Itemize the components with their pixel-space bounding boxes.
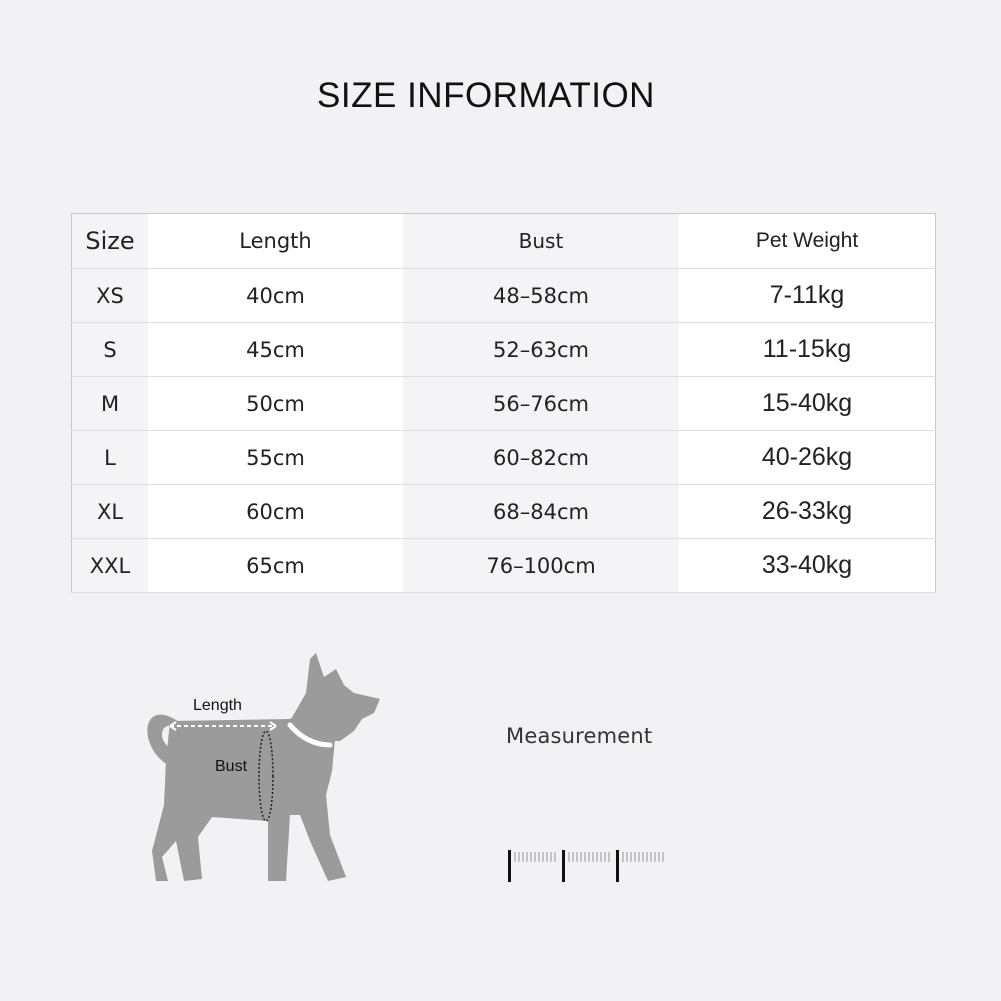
cell-bust: 76–100cm (403, 539, 679, 593)
cell-weight: 11-15kg (679, 323, 936, 377)
cell-length: 40cm (148, 269, 403, 323)
table-row (72, 323, 936, 377)
cell-length: 65cm (148, 539, 403, 593)
cell-weight: 7-11kg (679, 269, 936, 323)
cell-length: 60cm (148, 485, 403, 539)
cell-bust: 52–63cm (403, 323, 679, 377)
table-row (72, 485, 936, 539)
page-title: SIZE INFORMATION (317, 76, 655, 115)
cell-length: 45cm (148, 323, 403, 377)
cell-weight: 33-40kg (679, 539, 936, 593)
cell-length: 50cm (148, 377, 403, 431)
ruler-icon (505, 848, 671, 884)
table-header-row (72, 214, 936, 269)
measurement-label: Measurement (506, 724, 653, 748)
cell-size: L (72, 431, 149, 485)
header-length: Length (148, 214, 403, 269)
table-row (72, 431, 936, 485)
cell-size: XS (72, 269, 149, 323)
cell-size: XL (72, 485, 149, 539)
cell-bust: 48–58cm (403, 269, 679, 323)
dog-silhouette-icon (140, 645, 400, 890)
cell-size: M (72, 377, 149, 431)
bust-label: Bust (215, 758, 248, 775)
cell-bust: 56–76cm (403, 377, 679, 431)
cell-weight: 15-40kg (679, 377, 936, 431)
cell-length: 55cm (148, 431, 403, 485)
header-size: Size (72, 214, 149, 269)
cell-weight: 26-33kg (679, 485, 936, 539)
cell-size: S (72, 323, 149, 377)
cell-weight: 40-26kg (679, 431, 936, 485)
length-label: Length (193, 697, 242, 714)
header-bust: Bust (403, 214, 679, 269)
header-weight: Pet Weight (679, 214, 936, 269)
dog-measurement-diagram (140, 645, 400, 890)
cell-size: XXL (72, 539, 149, 593)
table-row (72, 269, 936, 323)
table-row (72, 539, 936, 593)
table-row (72, 377, 936, 431)
cell-bust: 68–84cm (403, 485, 679, 539)
size-table (71, 213, 936, 593)
cell-bust: 60–82cm (403, 431, 679, 485)
